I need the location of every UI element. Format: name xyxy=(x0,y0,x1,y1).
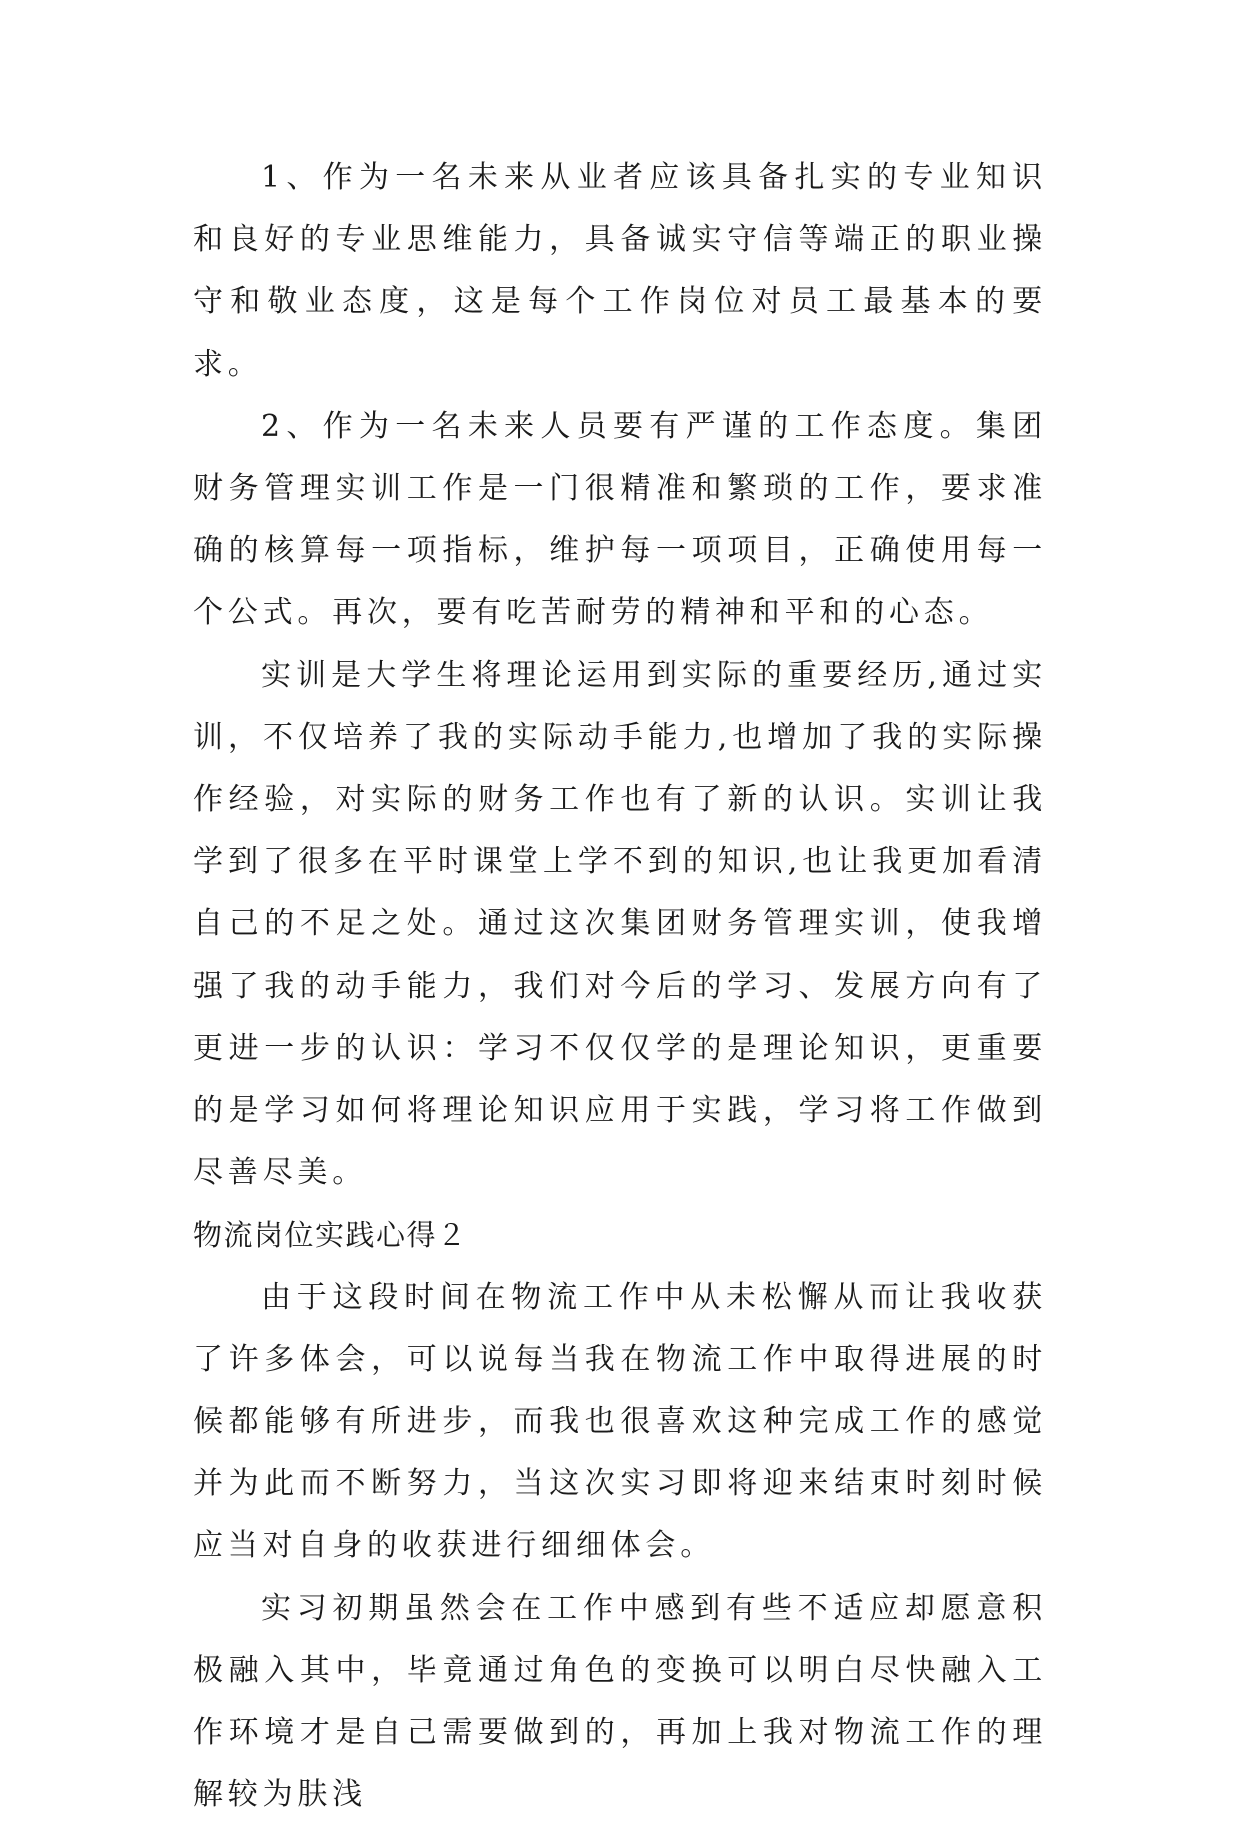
paragraph-point-1: 1、作为一名未来从业者应该具备扎实的专业知识和良好的专业思维能力，具备诚实守信等端正的职业操守和敬业态度，这是每个工作岗位对员工最基本的要求。 xyxy=(193,160,1047,382)
document-page xyxy=(193,147,1047,1826)
section-heading: 物流岗位实践心得２ xyxy=(193,1218,468,1253)
paragraph-logistics-intro: 由于这段时间在物流工作中从未松懈从而让我收获了许多体会，可以说每当我在物流工作中取得进展的时候都能够有所进步，而我也很喜欢这种完成工作的感觉并为此而不断努力，当这次实习即将迎来结束时刻时候应当对自身的收获进行细细体会。 xyxy=(193,1279,1047,1564)
paragraph-training-summary: 实训是大学生将理论运用到实际的重要经历,通过实训，不仅培养了我的实际动手能力,也增加了我的实际操作经验，对实际的财务工作也有了新的认识。实训让我学到了很多在平时课堂上学不到的知识,也让我更加看清自己的不足之处。通过这次集团财务管理实训，使我增强了我的动手能力，我们对今后的学习、发展方向有了更进一步的认识：学习不仅仅学的是理论知识，更重要的是学习如何将理论知识应用于实践，学习将工作做到尽善尽美。 xyxy=(193,657,1047,1191)
paragraph-internship-early: 实习初期虽然会在工作中感到有些不适应却愿意积极融入其中，毕竟通过角色的变换可以明白尽快融入工作环境才是自己需要做到的，再加上我对物流工作的理解较为肤浅 xyxy=(193,1590,1047,1813)
paragraph-point-2: 2、作为一名未来人员要有严谨的工作态度。集团财务管理实训工作是一门很精准和繁琐的工作，要求准确的核算每一项指标，维护每一项项目，正确使用每一个公式。再次，要有吃苦耐劳的精神和平和的心态。 xyxy=(193,408,1047,631)
